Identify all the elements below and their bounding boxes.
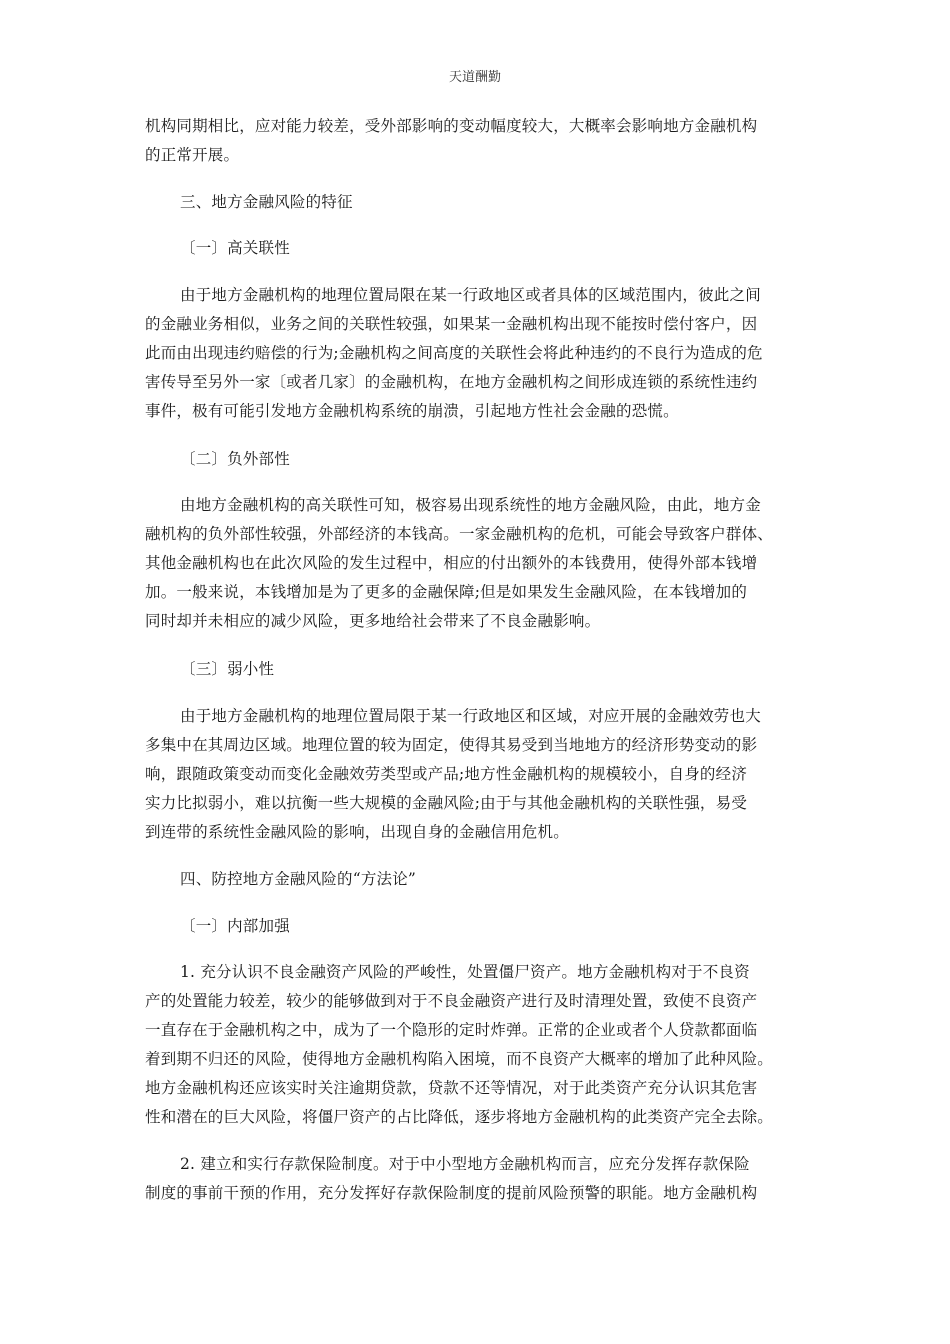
paragraph-line: 机构同期相比，应对能力较差，受外部影响的变动幅度较大，大概率会影响地方金融机构 (145, 117, 758, 135)
paragraph-line: 实力比拟弱小，难以抗衡一些大规模的金融风险;由于与其他金融机构的关联性强，易受 (145, 794, 748, 812)
paragraph-line: 制度的事前干预的作用，充分发挥好存款保险制度的提前风险预警的职能。地方金融机构 (145, 1184, 758, 1202)
paragraph-line: 加。一般来说，本钱增加是为了更多的金融保障;但是如果发生金融风险，在本钱增加的 (145, 583, 748, 601)
paragraph-line: 融机构的负外部性较强，外部经济的本钱高。一家金融机构的危机，可能会导致客户群体、 (145, 525, 774, 543)
paragraph-line: 此而由出现违约赔偿的行为;金融机构之间高度的关联性会将此种违约的不良行为造成的危 (145, 344, 763, 362)
paragraph-line: 地方金融机构还应该实时关注逾期贷款，贷款不还等情况，对于此类资产充分认识其危害 (145, 1079, 758, 1097)
paragraph-first-line: 2. 建立和实行存款保险制度。对于中小型地方金融机构而言，应充分发挥存款保险 (180, 1155, 750, 1173)
paragraph-first-line: 〔一〕内部加强 (180, 917, 290, 935)
paragraph-first-line: 由于地方金融机构的地理位置局限于某一行政地区和区域，对应开展的金融效劳也大 (180, 707, 761, 725)
paragraph-line: 一直存在于金融机构之中，成为了一个隐形的定时炸弹。正常的企业或者个人贷款都面临 (145, 1021, 758, 1039)
paragraph-line: 的正常开展。 (145, 146, 240, 164)
paragraph-first-line: 由于地方金融机构的地理位置局限在某一行政地区或者具体的区域范围内，彼此之间 (180, 286, 761, 304)
paragraph-first-line: 〔一〕高关联性 (180, 239, 290, 257)
paragraph-first-line: 〔三〕弱小性 (180, 660, 275, 678)
paragraph-line: 其他金融机构也在此次风险的发生过程中，相应的付出额外的本钱费用，使得外部本钱增 (145, 554, 758, 572)
paragraph-line: 着到期不归还的风险，使得地方金融机构陷入困境，而不良资产大概率的增加了此种风险。 (145, 1050, 774, 1068)
paragraph-line: 响，跟随政策变动而变化金融效劳类型或产品;地方性金融机构的规模较小，自身的经济 (145, 765, 748, 783)
paragraph-line: 事件，极有可能引发地方金融机构系统的崩溃，引起地方性社会金融的恐慌。 (145, 402, 679, 420)
paragraph-first-line: 由地方金融机构的高关联性可知，极容易出现系统性的地方金融风险，由此，地方金 (180, 496, 761, 514)
page-header: 天道酬勤 (448, 70, 501, 85)
paragraph-first-line: 1. 充分认识不良金融资产风险的严峻性，处置僵尸资产。地方金融机构对于不良资 (180, 963, 750, 981)
paragraph-first-line: 四、防控地方金融风险的“方法论” (180, 870, 417, 888)
paragraph-line: 多集中在其周边区域。地理位置的较为固定，使得其易受到当地地方的经济形势变动的影 (145, 736, 758, 754)
paragraph-line: 害传导至另外一家〔或者几家〕的金融机构，在地方金融机构之间形成连锁的系统性违约 (145, 373, 758, 391)
paragraph-first-line: 〔二〕负外部性 (180, 450, 290, 468)
paragraph-line: 的金融业务相似，业务之间的关联性较强，如果某一金融机构出现不能按时偿付客户，因 (145, 315, 758, 333)
paragraph-line: 到连带的系统性金融风险的影响，出现自身的金融信用危机。 (145, 823, 569, 841)
paragraph-line: 同时却并未相应的减少风险，更多地给社会带来了不良金融影响。 (145, 612, 601, 630)
paragraph-first-line: 三、地方金融风险的特征 (180, 193, 353, 211)
paragraph-line: 产的处置能力较差，较少的能够做到对于不良金融资产进行及时清理处置，致使不良资产 (145, 992, 758, 1010)
paragraph-line: 性和潜在的巨大风险，将僵尸资产的占比降低，逐步将地方金融机构的此类资产完全去除。 (145, 1108, 774, 1126)
